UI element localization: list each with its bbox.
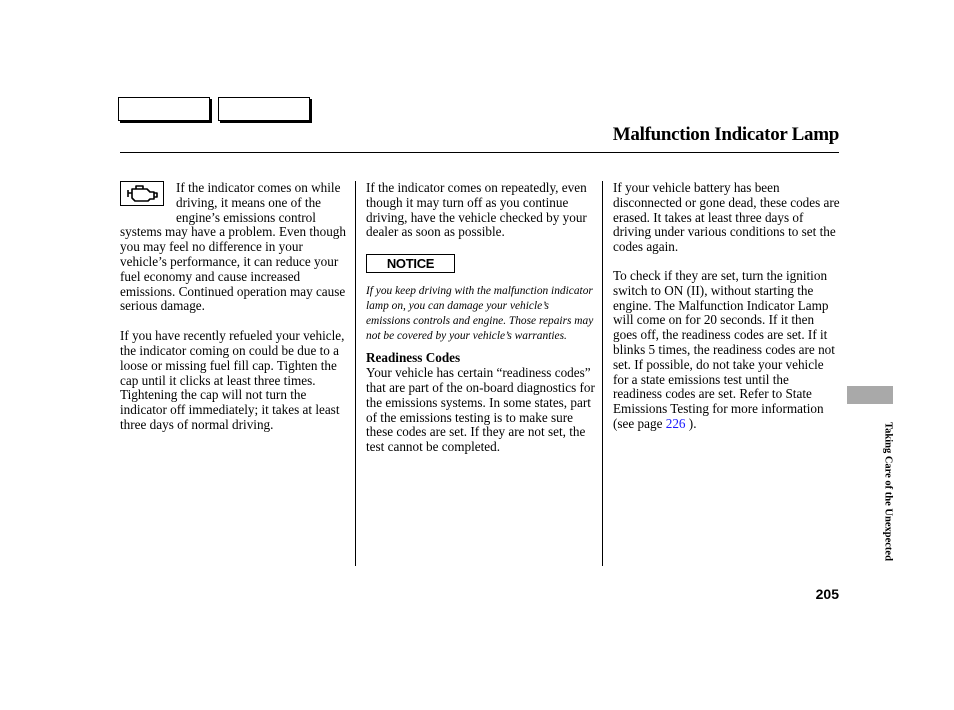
column-2 <box>366 181 596 455</box>
notice-label: NOTICE <box>366 254 455 273</box>
check-text-end: ). <box>688 415 697 431</box>
page-title: Malfunction Indicator Lamp <box>612 124 839 145</box>
readiness-paragraph: Your vehicle has certain “readiness codes” that are part of the on-board diagnostics for the emissions systems. In some states, part of the emissions testing is to make sure these codes are set. If they are not set, the test cannot be completed. <box>366 365 595 455</box>
page-number: 205 <box>815 586 839 602</box>
check-paragraph <box>613 269 841 432</box>
column-divider <box>602 181 603 566</box>
indicator-paragraph: If the indicator comes on while driving, it means one of the engine’s emissions control systems may have a problem. Even though you may feel no difference in your vehicle’s performance, it can reduce your fuel economy and cause increased emissions. Continued operation may cause serious damage. <box>120 180 346 314</box>
section-label: Taking Care of the Unexpected <box>882 422 894 561</box>
check-engine-icon <box>120 181 164 206</box>
nav-button-index[interactable] <box>218 97 310 121</box>
readiness-heading: Readiness Codes <box>366 350 461 366</box>
column-3 <box>613 181 841 432</box>
column-divider <box>355 181 356 566</box>
check-text: To check if they are set, turn the ignition switch to ON (II), without starting the engine. The Malfunction Indicator Lamp will come on for 20 seconds. If it then goes off, the readiness codes are set. If it blinks 5 times, the readiness codes are not set. If possible, do not take your vehicle for a state emissions test until the readiness codes are set. Refer to State Emissions Testing for more information (see page <box>613 267 835 431</box>
column-1 <box>120 181 352 433</box>
refuel-paragraph: If you have recently refueled your vehicle, the indicator coming on could be due to a loose or missing fuel fill cap. Tighten the cap until it clicks at least three times. Tightening the cap will not turn the indicator off immediately; it takes at least three days of normal driving. <box>120 328 345 432</box>
title-rule <box>120 152 839 153</box>
notice-text: If you keep driving with the malfunction indicator lamp on, you can damage your vehicle’s emissions controls and engine. Those repairs may not be covered by your vehicle’s warranties. <box>366 285 594 342</box>
battery-paragraph: If your vehicle battery has been disconnected or gone dead, these codes are erased. It takes at least three days of driving under various conditions to set the codes again. <box>613 180 840 255</box>
repeat-paragraph: If the indicator comes on repeatedly, even though it may turn off as you continue driving, have the vehicle checked by your dealer as soon as possible. <box>366 180 587 240</box>
page-ref-link[interactable]: 226 <box>665 415 686 431</box>
section-tab[interactable] <box>847 386 893 404</box>
nav-button-contents[interactable] <box>118 97 210 121</box>
